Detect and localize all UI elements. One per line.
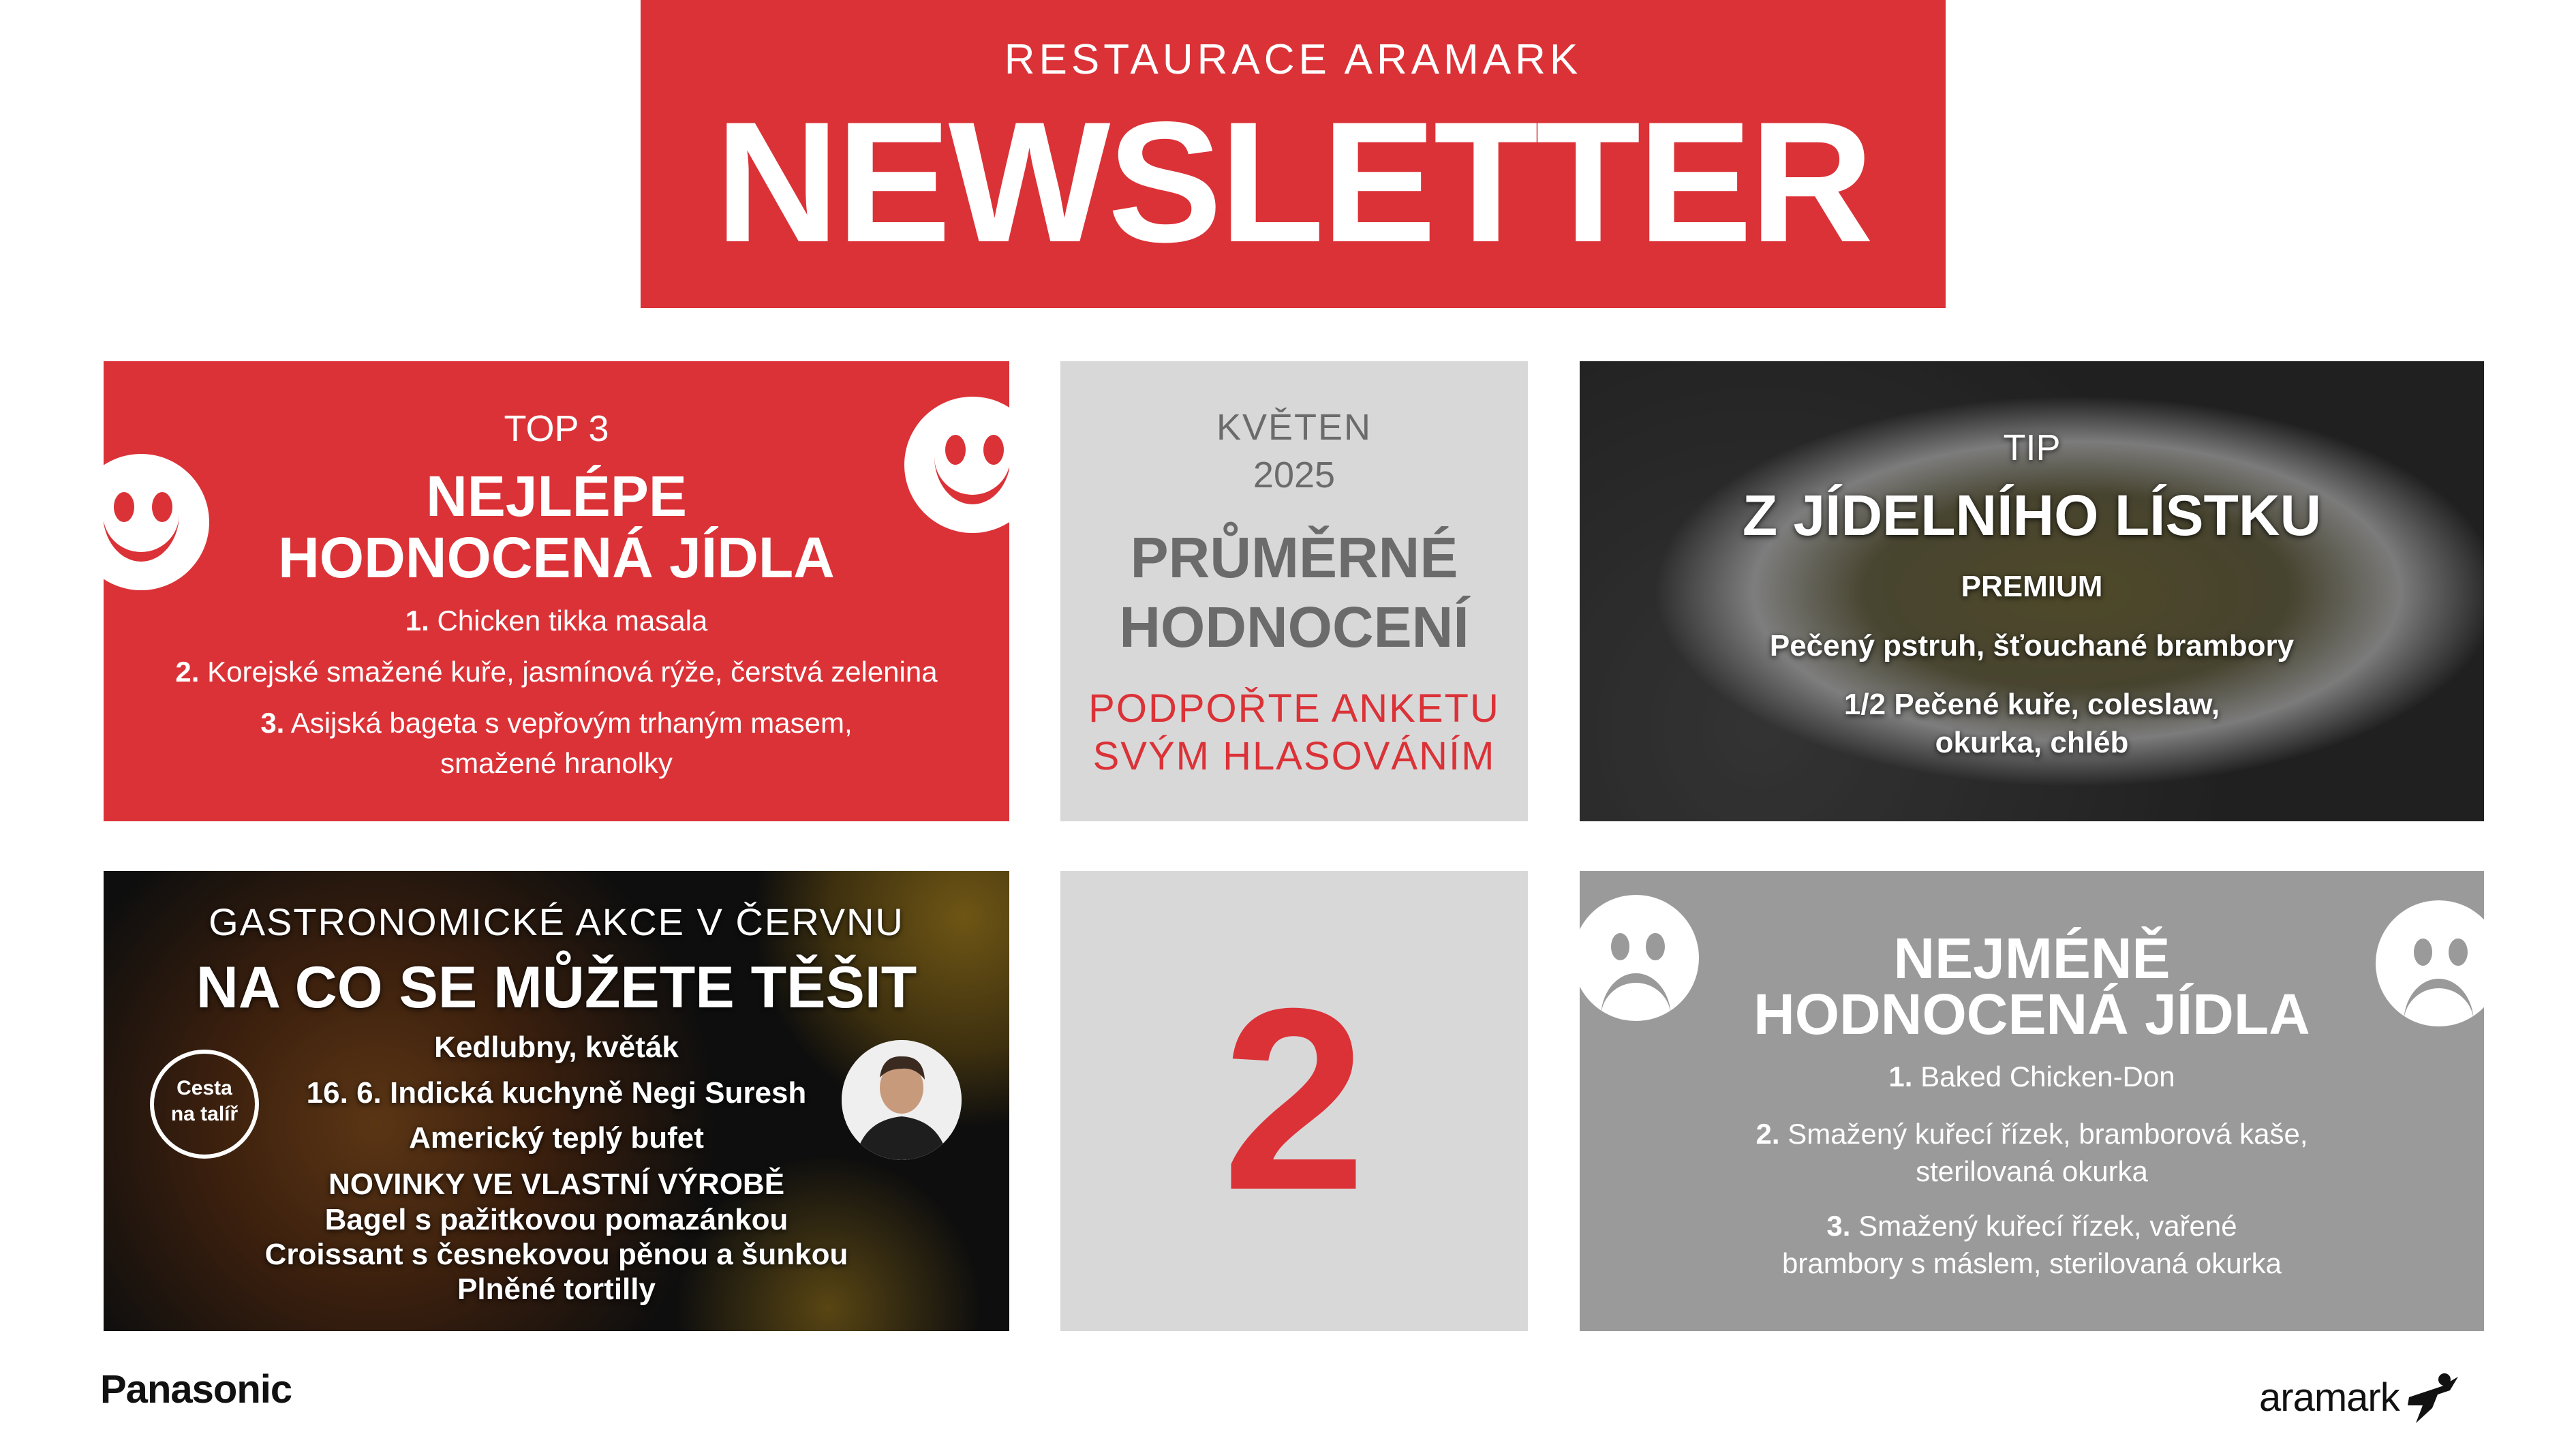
top3-item-2 <box>104 656 1009 688</box>
chef-portrait-icon <box>842 1040 962 1160</box>
worst-item-3-text: Smažený kuřecí řízek, vařené <box>1858 1210 2237 1242</box>
chef-avatar <box>842 1040 962 1160</box>
rating-panel <box>1060 361 1528 821</box>
tip-kicker: TIP <box>2003 427 2061 468</box>
worst-panel <box>1580 871 2484 1331</box>
worst-item-2-text2: sterilovaná okurka <box>1916 1155 2148 1187</box>
events-line-2: 16. 6. Indická kuchyně Negi Suresh <box>306 1076 807 1110</box>
rating-title-line2: HODNOCENÍ <box>1119 595 1469 659</box>
top3-item-2-text: Korejské smažené kuře, jasmínová rýže, čerstvá zelenina <box>207 656 938 688</box>
header-title: NEWSLETTER <box>715 87 1871 278</box>
badge-line1: Cesta <box>177 1077 232 1099</box>
top3-panel <box>104 361 1009 821</box>
worst-item-3-num: 3. <box>1826 1210 1851 1242</box>
top3-title-line1: NEJLÉPE <box>426 464 687 528</box>
top3-item-3-text: Asijská bageta s vepřovým trhaným masem, <box>290 707 853 739</box>
badge-line2: na talíř <box>170 1103 239 1125</box>
aramark-logo <box>2259 1370 2464 1424</box>
events-line-5: Croissant s česnekovou pěnou a šunkou <box>264 1238 848 1271</box>
events-line-3: Americký teplý bufet <box>409 1121 704 1155</box>
events-line-1: Kedlubny, květák <box>434 1031 679 1064</box>
top3-title-line2: HODNOCENÁ JÍDLA <box>278 525 835 590</box>
newsletter-header <box>641 0 1946 308</box>
top3-item-3-text2: smažené hranolky <box>440 747 673 779</box>
tip-label: PREMIUM <box>1961 570 2103 603</box>
top3-item-1-num: 1. <box>405 605 429 637</box>
rating-year: 2025 <box>1253 455 1336 495</box>
tip-panel <box>1580 361 2484 821</box>
worst-title-line2: HODNOCENÁ JÍDLA <box>1753 982 2310 1046</box>
worst-item-3 <box>1580 1210 2484 1242</box>
score-value: 2 <box>1222 954 1366 1244</box>
events-kicker: GASTRONOMICKÉ AKCE V ČERVNU <box>209 900 904 943</box>
events-line-6: Plněné tortilly <box>457 1272 656 1306</box>
worst-item-2 <box>1580 1118 2484 1150</box>
tip-item-2-line2: okurka, chléb <box>1935 726 2129 759</box>
top3-item-1-text: Chicken tikka masala <box>437 605 708 637</box>
events-title: NA CO SE MŮŽETE TĚŠIT <box>196 955 917 1020</box>
aramark-star-icon <box>2402 1370 2464 1424</box>
worst-title-line1: NEJMÉNĚ <box>1893 926 2171 990</box>
top3-item-3-num: 3. <box>260 707 285 739</box>
worst-item-3-text2: brambory s máslem, sterilovaná okurka <box>1782 1247 2282 1279</box>
top3-item-2-num: 2. <box>175 656 200 688</box>
rating-month: KVĚTEN <box>1216 407 1373 448</box>
tip-item-1: Pečený pstruh, šťouchané brambory <box>1769 629 2295 662</box>
aramark-logo-text: aramark <box>2259 1375 2399 1420</box>
worst-item-2-text: Smažený kuřecí řízek, bramborová kaše, <box>1788 1118 2308 1150</box>
top3-item-1 <box>104 605 1009 637</box>
tip-title: Z JÍDELNÍHO LÍSTKU <box>1742 483 2322 547</box>
worst-item-1-text: Baked Chicken-Don <box>1920 1061 2175 1093</box>
worst-item-1 <box>1580 1061 2484 1093</box>
worst-item-2-num: 2. <box>1755 1118 1780 1150</box>
panasonic-logo: Panasonic <box>100 1367 292 1412</box>
header-subtitle: RESTAURACE ARAMARK <box>1004 36 1582 83</box>
events-line-4: Bagel s pažitkovou pomazánkou <box>324 1203 788 1236</box>
rating-cta-line1: PODPOŘTE ANKETU <box>1088 686 1500 731</box>
score-panel <box>1060 871 1528 1331</box>
top3-item-3 <box>104 707 1009 739</box>
tip-item-2-line1: 1/2 Pečené kuře, coleslaw, <box>1843 688 2220 721</box>
top3-kicker: TOP 3 <box>504 408 609 449</box>
events-heading-2: NOVINKY VE VLASTNÍ VÝROBĚ <box>328 1168 785 1201</box>
events-panel <box>104 871 1009 1331</box>
cesta-na-talir-badge <box>150 1050 259 1159</box>
rating-cta-line2: SVÝM HLASOVÁNÍM <box>1092 734 1496 778</box>
worst-item-1-num: 1. <box>1888 1061 1913 1093</box>
rating-title-line1: PRŮMĚRNÉ <box>1130 525 1458 590</box>
